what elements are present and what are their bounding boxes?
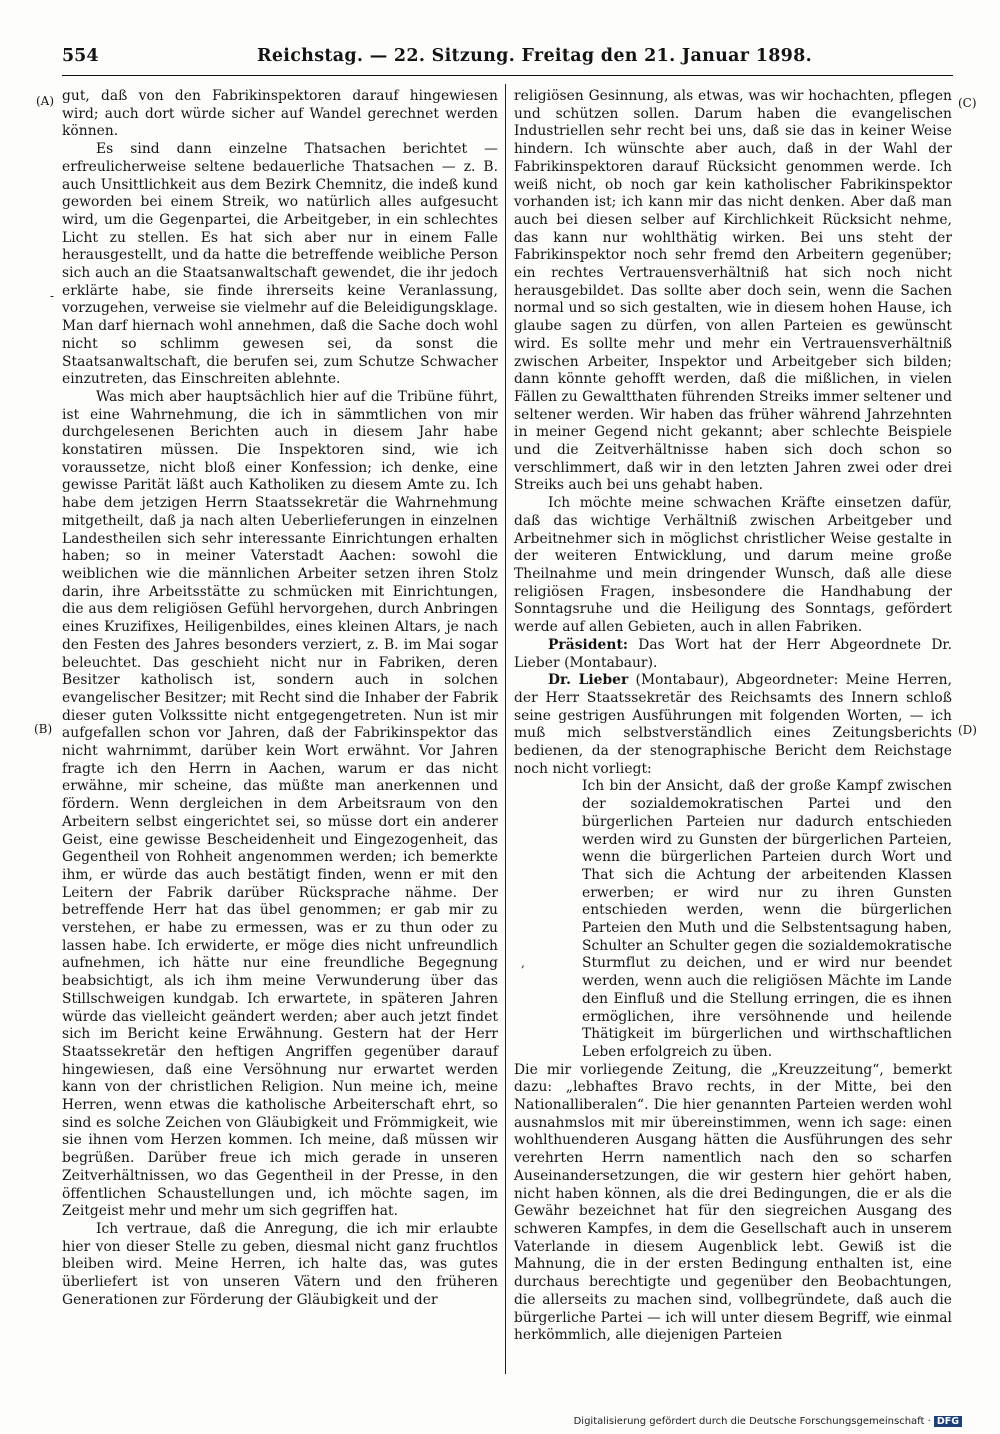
paragraph: religiösen Gesinnung, als etwas, was wir hochachten, pflegen und schützen sollen. Darum haben die evangelischen Industriellen sehr recht bei uns, daß sie das in keiner Weise hindern. Ich wünschte aber auch, daß in der Wahl der Fabrikinspektoren darauf Rücksicht genommen werde. Ich weiß nicht, ob noch gar kein katholischer Fabrikinspektor vorhanden ist; ich kann mir das nicht denken. Aber daß man auch bei diesen selber auf Kirchlichkeit Rücksicht nehme, das kann nur wohlthätig wirken. Bei uns steht der Fabrikinspektor noch sehr fremd den Arbeitern gegenüber; ein rechtes Vertrauensverhältniß hat sich noch nicht herausgebildet. Das sollte aber doch sein, wenn die Sachen normal und so sich gestalten, wie in diesem hohen Hause, ich glaube sagen zu dürfen, von allen Parteien es gewünscht wird. Es sollte mehr und mehr ein Vertrauensverhältniß zwischen Arbeiter, Inspektor und Arbeitgeber sich bilden; dann könnte gehofft werden, daß die mißlichen, in vielen Fällen zu Gewaltthaten führenden Streiks immer seltener und seltener werden. Wir haben das früher während Jahrzehnten in meiner Gegend nicht gekannt; aber schlechte Beispiele und die Zeitverhältnisse haben sich doch schon so verschlimmert, daß wir in den letzten Jahren zwei oder drei Streiks auch bei uns gehabt haben.: [514, 88, 952, 494]
speaker-name: Dr. Lieber: [548, 672, 629, 689]
margin-marker-a: (A): [36, 94, 55, 108]
margin-marker-b: (B): [34, 722, 53, 736]
paragraph: Ich möchte meine schwachen Kräfte einsetzen dafür, daß das wichtige Verhältniß zwischen Arbeitgeber und Arbeitnehmer sich in möglichst christlicher Weise gestalte in der weiteren Entwicklung, und darum meine große Theilnahme und mein dringender Wunsch, daß alle diese religiösen Fragen, insbesondere die Handhabung der Sonntagsruhe und die Heiligung des Sonntags, gefördert werde auf allen Gebieten, auch in allen Fabriken.: [514, 495, 952, 636]
header-rule: [62, 75, 953, 76]
speech-text: Das Wort hat der Herr Abgeordnete Dr. Lieber (Montabaur).: [514, 636, 953, 671]
page-number: 554: [62, 46, 99, 66]
paragraph: Was mich aber hauptsächlich hier auf die Tribüne führt, ist eine Wahrnehmung, die ich in sämmtlichen von mir durchgelesenen Berichten auch in diesem Jahr habe konstatiren müssen. Die Inspektoren sind, wie ich voraussetze, nicht bloß einer Konfession; ich denke, eine gewisse Parität läßt auch Katholiken zu diesem Amte zu. Ich habe dem jetzigen Herrn Staatssekretär die Wahrnehmung mitgetheilt, daß ja nach alten Ueberlieferungen in einzelnen Landestheilen sich sehr interessante Einrichtungen erhalten haben; so in meiner Vaterstadt Aachen: sowohl die weiblichen wie die männlichen Arbeiter setzen ihren Stolz darin, ihre Arbeitsstätte zu schmücken mit Einrichtungen, die aus dem religiösen Gefühl hervorgehen, durch Anbringen eines Kruzifixes, Heiligenbildes, eines kleinen Altars, je nach den Festen des Jahres besonders verziert, z. B. im Mai sogar beleuchtet. Das geschieht nicht nur in Fabriken, deren Besitzer katholisch ist, sondern auch in solchen evangelischer Besitzer; mit Recht sind die Inhaber der Fabrik dieser guten Volkssitte nicht entgegengetreten. Nun ist mir aufgefallen schon vor Jahren, daß der Fabrikinspektor das nicht wahrnimmt, darüber kein Wort erwähnt. Vor Jahren fragte ich den Herrn in Aachen, warum er das nicht erwähne, mir scheine, das müßte man anerkennen und fördern. Wenn dergleichen in dem Arbeitsraum von den Arbeitern selbst eingerichtet sei, so müsse dort ein anderer Geist, eine gewisse Bescheidenheit und Eingezogenheit, das Gegentheil von Rohheit angenommen werden; ich bemerkte ihm, er würde das auch bestätigt finden, wenn er mit den Leitern der Fabrik darüber Rücksprache nähme. Der betreffende Herr hat das übel genommen; er gab mir zu verstehen, er habe zu ermessen, was er zu thun oder zu lassen habe. Ich erwiderte, er möge dies nicht unfreundlich aufnehmen, ich hätte nur eine freundliche Begegnung beabsichtigt, als ich ihm meine Verwunderung über das Stillschweigen kundgab. Ich erwartete, in späteren Jahren würde das vielleicht geändert werden; aber auch jetzt findet sich im Bericht keine Erwähnung. Gestern hat der Herr Staatssekretär den heftigen Angriffen gegenüber darauf hingewiesen, daß eine Versöhnung nur erwartet werden kann von der christlichen Religion. Nun meine ich, meine Herren, wenn etwas die katholische Arbeiterschaft ehrt, so sind es solche Zeichen von Gläubigkeit und Frömmigkeit, wie sie ihnen vom Herzen kommen. Ich meine, daß müssen wir begrüßen. Darüber freue ich mich gerade in unseren Zeitverhältnissen, wo das Gegentheil in der Presse, in den öffentlichen Schaustellungen und, ich möchte sagen, im Zeitgeist mehr und mehr um sich gegriffen hat.: [62, 388, 498, 1220]
page-header: [62, 46, 952, 72]
paragraph: Die mir vorliegende Zeitung, die „Kreuzzeitung“, bemerkt dazu: „lebhaftes Bravo rechts, in der Mitte, bei den Nationalliberalen“. Die hier genannten Parteien werden wohl ausnahmslos mit mir übereinstimmen, wenn ich sage: einen wohlthuenderen Ausgang hätten die Ausführungen des sehr verehrten Herrn namentlich nach den so scharfen Auseinandersetzungen, die wir gestern hier gehört haben, nicht haben können, als die drei Bedingungen, die er als die Gewähr bezeichnet hat für den siegreichen Ausgang des schweren Kampfes, in dem die Gesellschaft auch in unserem Vaterlande in diesem Augenblick lebt. Gewiß ist die Mahnung, die in der ersten Bedingung enthalten ist, eine durchaus berechtigte und gegenüber den Beobachtungen, die allerseits zu machen sind, vollbegründete, daß auch die bürgerliche Partei — ich will unter diesem Begriff, wie einmal herkömmlich, alle diejenigen Parteien: [514, 1061, 952, 1344]
column-divider: [505, 84, 506, 1374]
footer-text: Digitalisierung gefördert durch die Deutsche Forschungsgemeinschaft ·: [573, 1416, 931, 1427]
lieber-speech: [514, 672, 952, 778]
margin-tick: ,: [521, 956, 525, 970]
paragraph: Es sind dann einzelne Thatsachen berichtet — erfreulicherweise seltene bedauerliche Thatsachen — z. B. auch Unsittlichkeit aus dem Bezirk Chemnitz, die indeß kund geworden bei einem Streik, wo natürlich alles aufgesucht wird, um die Gegenpartei, die Arbeitgeber, in ein schlechtes Licht zu stellen. Es hat sich aber nur in einem Falle herausgestellt, und da hatte die betreffende weibliche Person sich auch an die Staatsanwaltschaft gewendet, die ihr jedoch erklärte habe, sie finde ihrerseits keine Veranlassung, vorzugehen, verweise sie vielmehr auf die Beleidigungsklage. Man darf hiernach wohl annehmen, daß die Sache doch wohl nicht so schlimm gewesen sei, da sonst die Staatsanwaltschaft, die berufen sei, zum Schutze Schwacher einzutreten, das Einschreiten ablehnte.: [62, 141, 498, 388]
margin-tick: -: [50, 289, 55, 303]
speech-text: (Montabaur), Abgeordneter: Meine Herren, der Herr Staatssekretär des Reichsamts des Innern schloß seine gestrigen Ausführungen mit folgenden Worten, — ich muß mich selbstverständlich eines Zeitungsberichts bedienen, da der stenographische Bericht dem Reichstage noch nicht vorliegt:: [514, 672, 953, 777]
footer-credit: [574, 1416, 962, 1427]
margin-marker-d: (D): [958, 723, 977, 737]
paragraph: Ich vertraue, daß die Anregung, die ich mir erlaubte hier von dieser Stelle zu geben, diesmal nicht ganz fruchtlos bleiben wird. Meine Herren, ich halte das, was gutes überliefert ist von unseren Vätern und den früheren Generationen zur Förderung der Gläubigkeit und der: [62, 1221, 498, 1308]
block-quote: Ich bin der Ansicht, daß der große Kampf zwischen der sozialdemokratischen Partei und den bürgerlichen Parteien nur dadurch entschieden werden wird zu Gunsten der bürgerlichen Parteien, wenn die bürgerlichen Parteien durch Wort und That sich die Achtung der arbeitenden Klassen erwerben; er wird nur zu ihren Gunsten entschieden werden, wenn die bürgerlichen Parteien den Muth und die Selbstentsagung haben, Schulter an Schulter gegen die sozialdemokratische Sturmflut zu deichen, und er wird nur beendet werden, wenn auch die religiösen Mächte im Lande den Einfluß und die Stellung erringen, die es ihnen ermöglichen, ihre versöhnende und heilende Thätigkeit im bürgerlichen und wirthschaftlichen Leben erfolgreich zu üben.: [582, 778, 952, 1060]
paragraph: gut, daß von den Fabrikinspektoren darauf hingewiesen wird; auch dort würde sicher auf Wandel gerechnet werden können.: [62, 88, 498, 140]
page-title: Reichstag. — 22. Sitzung. Freitag den 21. Januar 1898.: [257, 46, 813, 66]
margin-marker-c: (C): [958, 96, 977, 110]
dfg-logo: DFG: [934, 1416, 962, 1427]
speaker-name: Präsident:: [548, 636, 629, 653]
left-column: [62, 88, 498, 1310]
right-column: [514, 88, 952, 1345]
president-remark: [514, 637, 952, 672]
